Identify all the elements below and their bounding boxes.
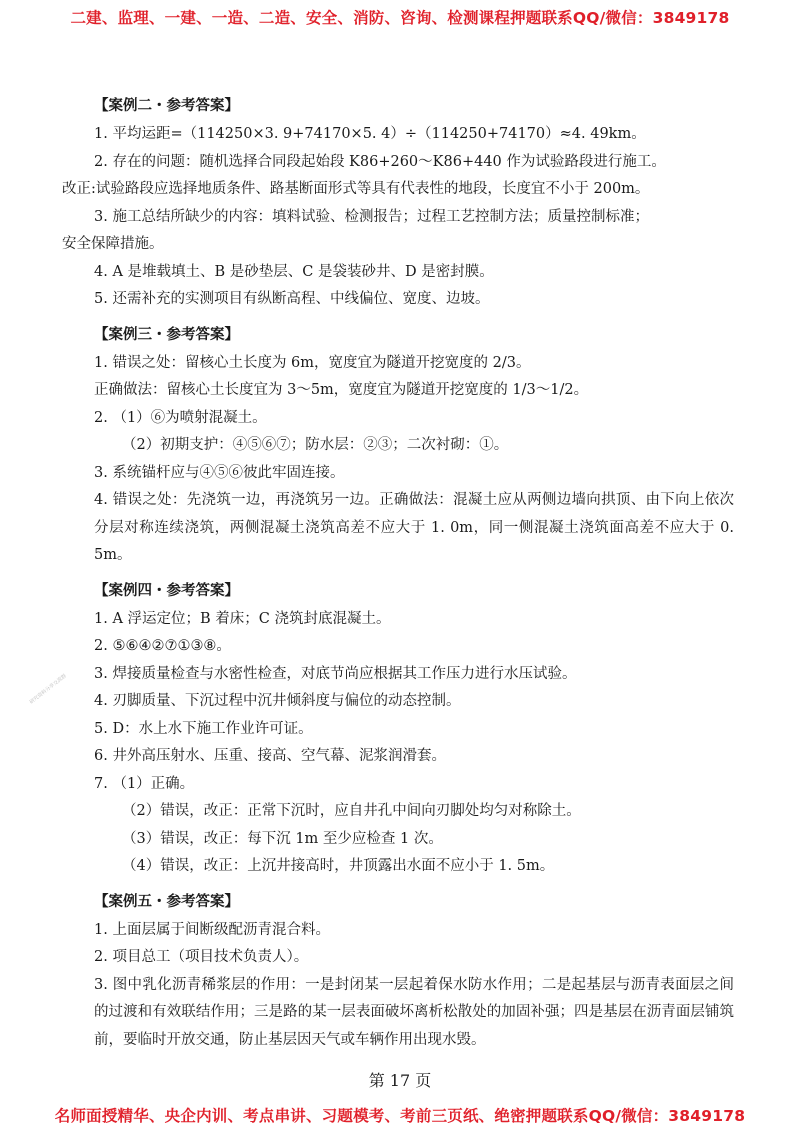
answer-paragraph: 3. 图中乳化沥青稀浆层的作用：一是封闭某一层起着保水防水作用；二是起基层与沥青表面层之间的过渡和有效联结作用；三是路的某一层表面破坏离析松散处的加固补强；四是基层在沥青面层铺筑前，要临时开放交通，防止基层因天气或车辆作用出现水毁。 [94,976,734,1048]
answer-line: 2. 项目总工（项目技术负责人）。 [94,949,309,965]
answer-line: （4）错误，改正：上沉井接高时，井顶露出水面不应小于 1. 5m。 [122,858,555,874]
case-section [94,578,726,881]
answer-line: 2. 存在的问题：随机选择合同段起始段 K86+260～K86+440 作为试验路段进行施工。 [94,153,666,170]
answer-line: 4. A 是堆载填土、B 是砂垫层、C 是袋装砂井、D 是密封膜。 [94,263,494,280]
answer-line: 5. D：水上水下施工作业许可证。 [94,720,313,737]
section-heading: 【案例五・参考答案】 [94,892,239,910]
answer-line: （2）初期支护：④⑤⑥⑦；防水层：②③；二次衬砌：①。 [122,437,509,453]
document-body [62,93,734,1062]
answer-line: 2. （1）⑥为喷射混凝土。 [94,409,267,426]
answer-line: 3. 焊接质量检查与水密性检查，对底节尚应根据其工作压力进行水压试验。 [94,665,577,682]
answer-line: 1. 上面层属于间断级配沥青混合料。 [94,921,330,938]
answer-line: 5. 还需补充的实测项目有纵断高程、中线偏位、宽度、边坡。 [94,291,490,307]
answer-line: 3. 系统锚杆应与④⑤⑥彼此牢固连接。 [94,464,345,481]
case-section [94,322,734,570]
footer-banner: 名师面授精华、央企内训、考点串讲、习题模考、考前三页纸、绝密押题联系QQ/微信：3849178 [54,1107,746,1125]
case-section [62,93,726,314]
answer-line: 3. 施工总结所缺少的内容：填料试验、检测报告；过程工艺控制方法；质量控制标准； [94,208,649,225]
answer-line: 4. 刃脚质量、下沉过程中沉井倾斜度与偏位的动态控制。 [94,693,461,709]
answer-paragraph: 4. 错误之处：先浇筑一边，再浇筑另一边。正确做法：混凝土应从两侧边墙向拱顶、由下向上依次分层对称连续浇筑，两侧混凝土浇筑高差不应大于 1. 0m，同一侧混凝土浇筑面高差不应大于 0. 5m。 [94,492,734,563]
answer-line: 7. （1）正确。 [94,775,195,792]
case-section [94,889,734,1055]
answer-line: 1. 平均运距=（114250×3. 9+74170×5. 4）÷（114250+74170）≈4. 49km。 [94,126,646,142]
answer-line: 2. ⑤⑥④②⑦①③⑧。 [94,638,231,654]
answer-line: 1. 错误之处：留核心土长度为 6m，宽度宜为隧道开挖宽度的 2/3。 [94,354,531,371]
section-heading: 【案例四・参考答案】 [94,581,239,599]
answer-line: 正确做法：留核心土长度宜为 3～5m，宽度宜为隧道开挖宽度的 1/3～1/2。 [94,382,589,398]
answer-line: 改正:试验路段应选择地质条件、路基断面形式等具有代表性的地段，长度宜不小于 200m。 [62,181,650,197]
answer-line: 安全保障措施。 [62,236,164,252]
answer-line: 6. 井外高压射水、压重、接高、空气幕、泥浆润滑套。 [94,748,446,764]
section-heading: 【案例三・参考答案】 [94,325,239,343]
page-number: 第 17 页 [368,1071,432,1090]
answer-line: （2）错误，改正：正常下沉时，应自井孔中间向刃脚处均匀对称除土。 [122,803,581,819]
answer-line: （3）错误，改正：每下沉 1m 至少应检查 1 次。 [122,830,443,847]
section-heading: 【案例二・参考答案】 [94,97,239,114]
watermark: 研究资料分享交流群 [28,673,68,706]
answer-line: 1. A 浮运定位；B 着床；C 浇筑封底混凝土。 [94,610,391,627]
header-banner: 二建、监理、一建、一造、二造、安全、消防、咨询、检测课程押题联系QQ/微信：3849178 [70,9,730,27]
